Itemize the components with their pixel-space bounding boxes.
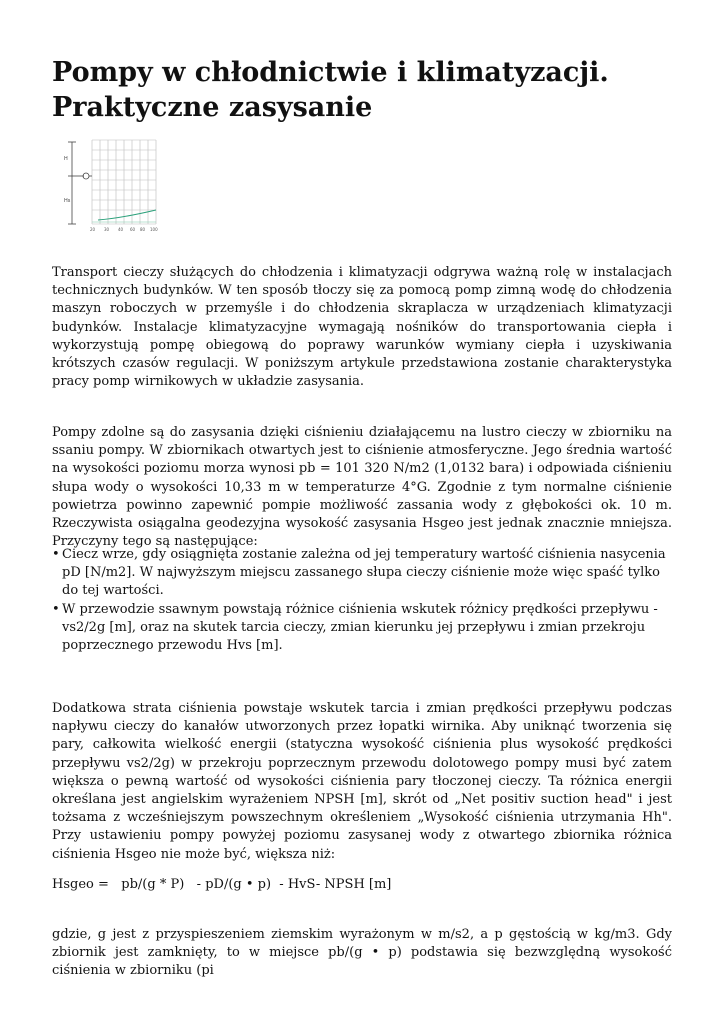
article-title: Pompy w chłodnictwie i klimatyzacji. Praktyczne zasysanie	[52, 57, 609, 123]
formula-hsgeo: Hsgeo = pb/(g * P) - pD/(g • p) - HvS- NPSH [m]	[52, 877, 392, 892]
list-item-text: Ciecz wrze, gdy osiągnięta zostanie zależna od jej temperatury wartość ciśnienia nasycenia pD [N/m2]. W najwyższym miejscu zassanego słupa cieczy ciśnienie może więc spaść tylko do tej wartości.	[62, 547, 666, 599]
list-item-text: W przewodzie ssawnym powstają różnice ciśnienia wskutek różnicy prędkości przepływu - vs2/2g [m], oraz na skutek tarcia cieczy, zmian kierunku jej przepływu i zmian przekroju poprzecznego przewodu Hvs [m].	[62, 601, 658, 654]
pump-suction-chart-icon	[62, 136, 162, 234]
reasons-list	[52, 546, 672, 655]
chart-x-tick: 30	[104, 227, 110, 232]
chart-y-top-label: H	[64, 156, 68, 162]
list-item	[52, 601, 672, 656]
chart-y-bottom-label: Hs	[64, 198, 71, 204]
chart-x-tick: 20	[90, 227, 96, 232]
paragraph-intro: Transport cieczy służących do chłodzenia i klimatyzacji odgrywa ważną rolę w instalacjach technicznych budynków. W ten sposób tłoczy się za pomocą pomp zimną wodę do chłodzenia maszyn roboczych w przemyśle i do chłodzenia skraplacza w urządzeniach klimatyzacji budynków. Instalacje klimatyzacyjne wymagają nośników do transportowania ciepła i wykorzystują pompę obiegową do poprawy warunków wymiany ciepła i uzyskiwania krótszych czasów regulacji. W poniższym artykule przedstawiona zostanie charakterystyka pracy pomp wirnikowych w układzie zasysania.	[52, 265, 672, 390]
chart-x-tick: 40	[118, 227, 124, 232]
chart-x-tick: 100	[150, 227, 158, 232]
chart-x-tick: 60	[130, 227, 136, 232]
pump-suction-chart-figure	[62, 136, 162, 234]
paragraph-explanation: gdzie, g jest z przyspieszeniem ziemskim wyrażonym w m/s2, a p gęstością w kg/m3. Gdy zbiornik jest zamknięty, to w miejsce pb/(g • p) podstawia się bezwzględną wysokość ciśnienia w zbiorniku (pi	[52, 927, 672, 979]
paragraph-npsh: Dodatkowa strata ciśnienia powstaje wskutek tarcia i zmian prędkości przepływu podczas napływu cieczy do kanałów utworzonych przez łopatki wirnika. Aby uniknąć tworzenia się pary, całkowita wielkość energii (statyczna wysokość ciśnienia plus wysokość prędkości przepływu vs2/2g) w przekroju poprzecznym przewodu dolotowego pompy musi być zatem większa o pewną wartość od wysokości ciśnienia pary tłoczonej cieczy. Ta różnica energii określana jest angielskim wyrażeniem NPSH [m], skrót od „Net positiv suction head" i jest tożsama z wcześniejszym powszechnym określeniem „Wysokość ciśnienia utrzymania Hh". Przy ustawieniu pompy powyżej poziomu zasysanej wody z otwartego zbiornika różnica ciśnienia Hsgeo nie może być, większa niż:	[52, 701, 672, 862]
list-item	[52, 546, 672, 601]
bullet-icon: •	[52, 547, 60, 562]
bullet-icon: •	[52, 601, 60, 617]
chart-x-tick: 80	[140, 227, 146, 232]
paragraph-suction: Pompy zdolne są do zasysania dzięki ciśnieniu działającemu na lustro cieczy w zbiorniku na ssaniu pompy. W zbiornikach otwartych jest to ciśnienie atmosferyczne. Jego średnia wartość na wysokości poziomu morza wynosi pb = 101 320 N/m2 (1,0132 bara) i odpowiada ciśnieniu słupa wody o wysokości 10,33 m w temperaturze 4°G. Zgodnie z tym normalne ciśnienie powietrza powinno zapewnić pompie możliwość zassania wody z głębokości ok. 10 m. Rzeczywista osiągalna geodezyjna wysokość zasysania Hsgeo jest jednak znacznie mniejsza. Przyczyny tego są następujące:	[52, 425, 672, 550]
